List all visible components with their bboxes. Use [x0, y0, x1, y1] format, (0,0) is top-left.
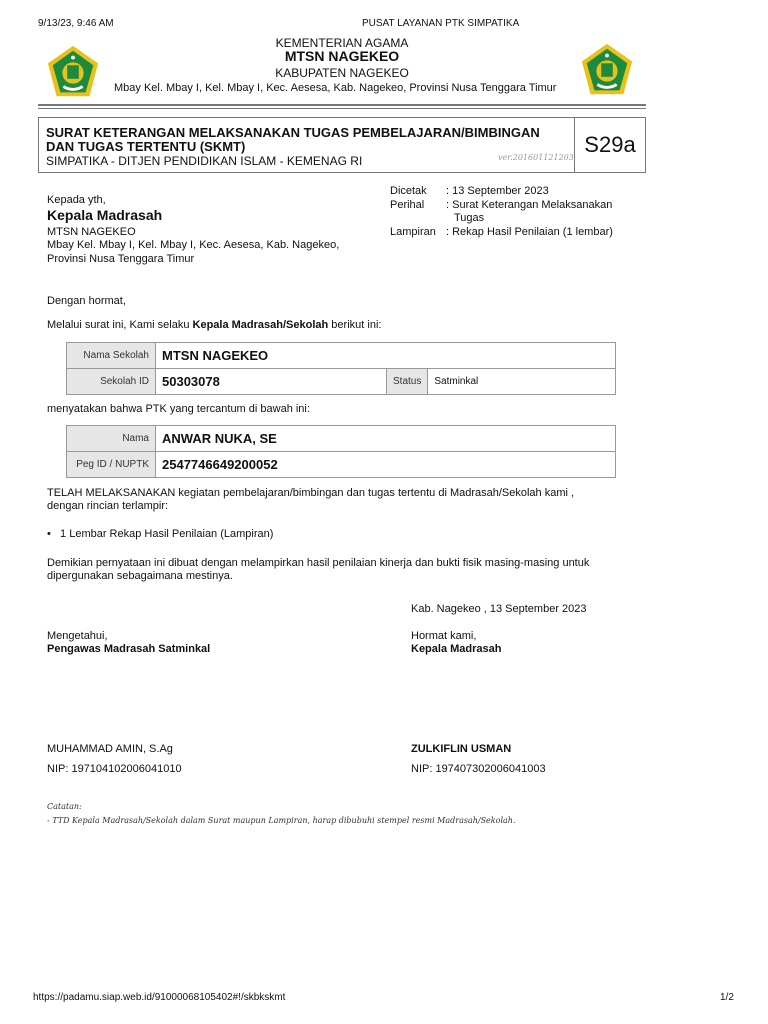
statement-text: menyatakan bahwa PTK yang tercantum di bawah ini: — [47, 403, 310, 415]
subject-value: : Surat Keterangan Melaksanakan — [446, 199, 613, 211]
attachment-list-text: 1 Lembar Rekap Hasil Penilaian (Lampiran) — [60, 528, 274, 540]
place-date: Kab. Nagekeo , 13 September 2023 — [411, 603, 587, 615]
school-id-value: 50303078 — [156, 369, 387, 395]
intro-bold: Kepala Madrasah/Sekolah — [192, 319, 329, 331]
attachment-label: Lampiran — [390, 226, 436, 238]
left-signatory-name: MUHAMMAD AMIN, S.Ag — [47, 743, 173, 755]
header-divider — [38, 108, 646, 109]
ptk-id-label: Peg ID / NUPTK — [67, 452, 156, 478]
intro-suffix: berikut ini: — [328, 319, 382, 331]
recipient-greeting: Kepada yth, — [47, 194, 106, 206]
print-page-title: PUSAT LAYANAN PTK SIMPATIKA — [362, 18, 520, 29]
status-value: Satminkal — [428, 369, 616, 395]
recipient-address: Mbay Kel. Mbay I, Kel. Mbay I, Kec. Aesesa, Kab. Nagekeo, — [47, 239, 340, 251]
intro-prefix: Melalui surat ini, Kami selaku — [47, 319, 193, 331]
salutation: Dengan hormat, — [47, 295, 126, 307]
document-title-box — [38, 117, 646, 173]
page-number: 1/2 — [720, 992, 734, 1003]
closing-text: dipergunakan sebagaimana mestinya. — [47, 570, 233, 582]
header-divider — [38, 104, 646, 106]
printed-value: : 13 September 2023 — [446, 185, 549, 197]
notes-title: Catatan: — [47, 802, 82, 811]
document-title-line2: DAN TUGAS TERTENTU (SKMT) — [46, 139, 246, 154]
right-signatory-nip: NIP: 197407302006041003 — [411, 763, 546, 775]
attachment-value: : Rekap Hasil Penilaian (1 lembar) — [446, 226, 613, 238]
printed-label: Dicetak — [390, 185, 427, 197]
ptk-name-value: ANWAR NUKA, SE — [156, 426, 616, 452]
bullet-icon: • — [47, 528, 61, 540]
school-name-label: Nama Sekolah — [67, 343, 156, 369]
status-label: Status — [387, 369, 428, 395]
executed-text: TELAH MELAKSANAKAN kegiatan pembelajaran/bimbingan dan tugas tertentu di Madrasah/Sekolah kami , — [47, 487, 575, 499]
right-intro: Hormat kami, — [411, 630, 477, 642]
document-title-line1: SURAT KETERANGAN MELAKSANAKAN TUGAS PEMBELAJARAN/BIMBINGAN — [46, 125, 540, 140]
letterhead-address: Mbay Kel. Mbay I, Kel. Mbay I, Kec. Aesesa, Kab. Nagekeo, Provinsi Nusa Tenggara Timur — [114, 82, 557, 94]
ptk-id-value: 2547746649200052 — [156, 452, 616, 478]
notes-text: - TTD Kepala Madrasah/Sekolah dalam Surat maupun Lampiran, harap dibubuhi stempel resmi Madrasah/Sekolah. — [47, 816, 516, 825]
recipient-school: MTSN NAGEKEO — [47, 226, 136, 238]
right-signatory-name: ZULKIFLIN USMAN — [411, 743, 512, 755]
document-subtitle: SIMPATIKA - DITJEN PENDIDIKAN ISLAM - KEMENAG RI — [46, 154, 363, 168]
letterhead-school: MTSN NAGEKEO — [284, 48, 400, 64]
school-id-label: Sekolah ID — [67, 369, 156, 395]
left-role: Pengawas Madrasah Satminkal — [47, 643, 211, 655]
subject-value: Tugas — [454, 212, 485, 224]
intro-text — [47, 319, 381, 331]
ptk-name-label: Nama — [67, 426, 156, 452]
letterhead-ministry: KEMENTERIAN AGAMA — [275, 36, 409, 50]
subject-label: Perihal — [390, 199, 425, 211]
page-url: https://padamu.siap.web.id/91000068105402#!/skbkskmt — [33, 992, 286, 1003]
recipient-address: Provinsi Nusa Tenggara Timur — [47, 253, 195, 265]
version-stamp: ver.201601121203 — [498, 153, 574, 162]
closing-text: Demikian pernyataan ini dibuat dengan melampirkan hasil penilaian kinerja dan bukti fisik masing-masing untuk — [47, 557, 590, 569]
school-name-value: MTSN NAGEKEO — [156, 343, 616, 369]
left-signatory-nip: NIP: 197104102006041010 — [47, 763, 182, 775]
recipient-name: Kepala Madrasah — [47, 207, 163, 223]
form-code: S29a — [574, 118, 645, 172]
ptk-table — [66, 425, 616, 478]
right-role: Kepala Madrasah — [411, 643, 502, 655]
print-datetime: 9/13/23, 9:46 AM — [38, 18, 114, 29]
executed-text: dengan rincian terlampir: — [47, 500, 169, 512]
attachment-list-item — [47, 528, 273, 540]
left-intro: Mengetahui, — [47, 630, 108, 642]
letterhead-regency: KABUPATEN NAGEKEO — [275, 66, 409, 80]
school-table — [66, 342, 616, 395]
